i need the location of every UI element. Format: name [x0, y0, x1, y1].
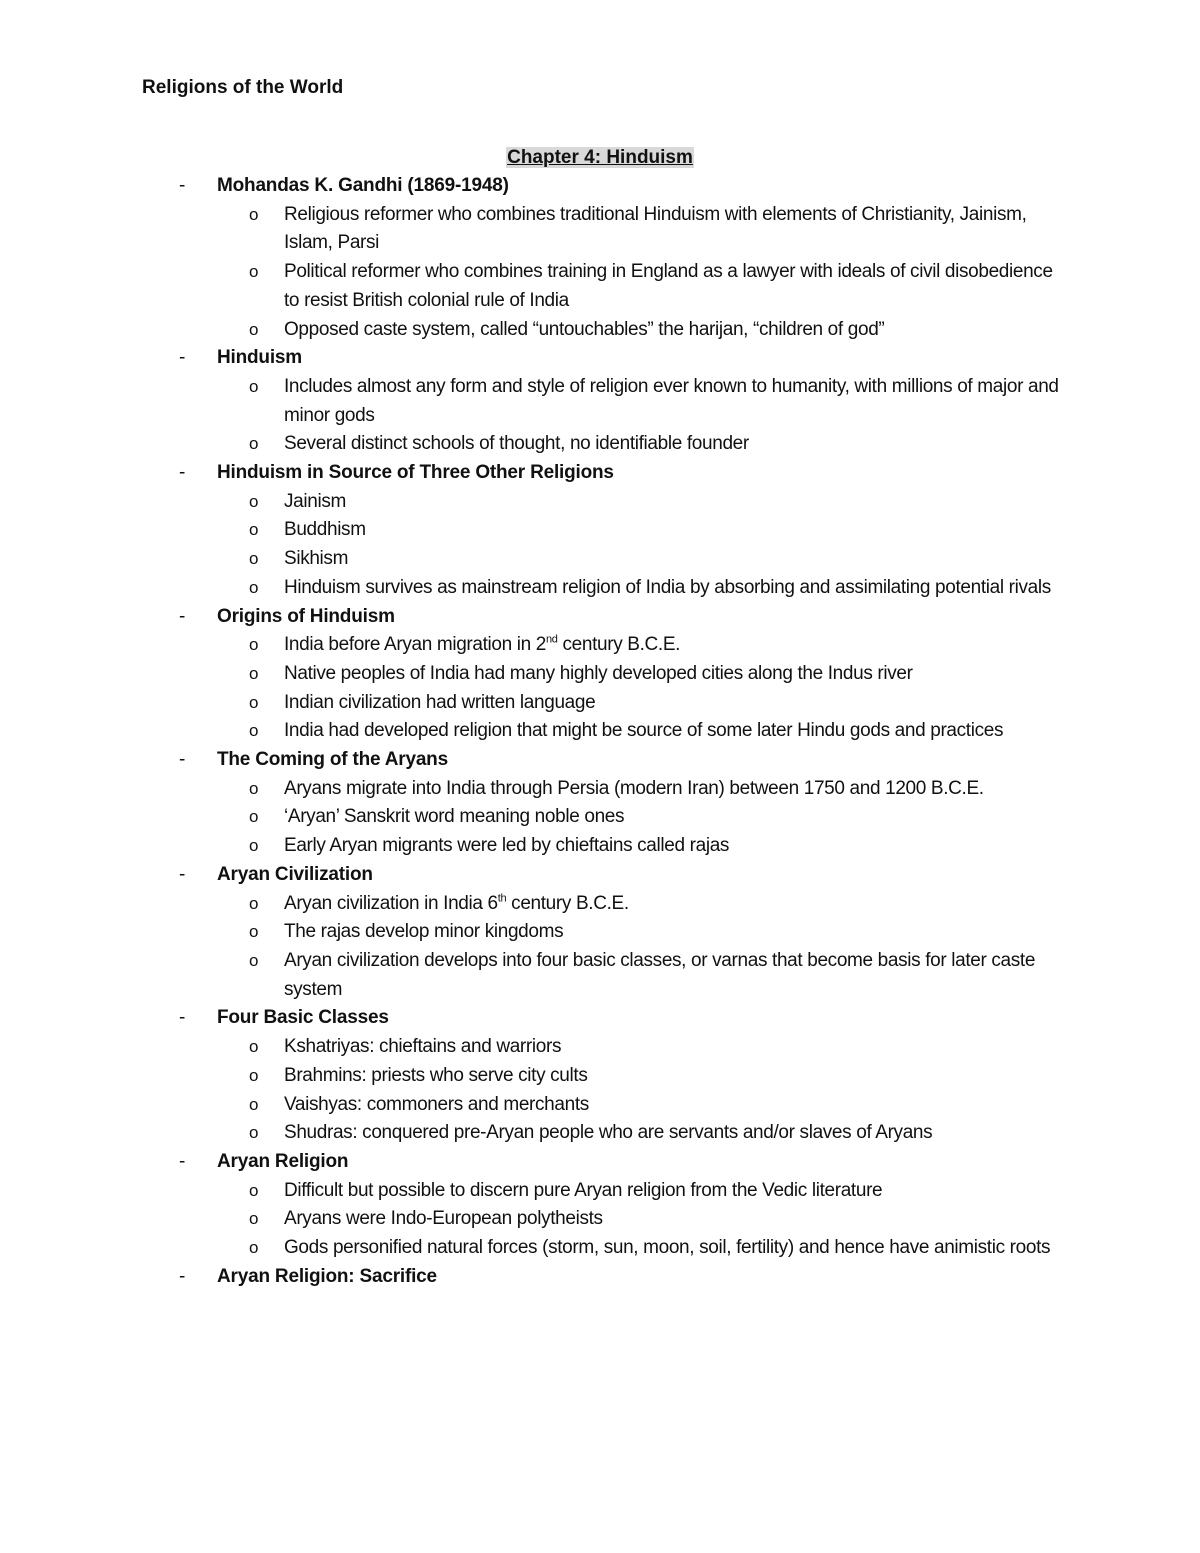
- section-heading-row: [142, 1263, 1062, 1292]
- bullet-item: [142, 660, 1062, 689]
- bullet-item: [142, 1205, 1062, 1234]
- bullet-marker: o: [249, 807, 259, 827]
- chapter-heading: Chapter 4: Hinduism: [507, 147, 693, 168]
- bullet-list: [142, 1177, 1062, 1263]
- bullet-text: Aryan civilization in India 6th century B.C.E.: [284, 892, 629, 914]
- bullet-text: Political reformer who combines training in England as a lawyer with ideals of civil disobedience to resist British colonial rule of India: [284, 261, 1053, 311]
- bullet-marker: o: [249, 1238, 259, 1258]
- bullet-marker: o: [249, 721, 259, 741]
- bullet-item: [142, 1177, 1062, 1206]
- bullet-list: [142, 201, 1062, 345]
- bullet-item: [142, 1119, 1062, 1148]
- bullet-marker: o: [249, 922, 259, 942]
- bullet-marker: o: [249, 663, 259, 683]
- bullet-list: [142, 631, 1062, 746]
- bullet-marker: o: [249, 1037, 259, 1057]
- bullet-marker: o: [249, 491, 259, 511]
- bullet-item: [142, 631, 1062, 660]
- section-title: Aryan Religion: Sacrifice: [217, 1265, 437, 1287]
- bullet-marker: o: [249, 1123, 259, 1143]
- bullet-text: Vaishyas: commoners and merchants: [284, 1093, 589, 1115]
- bullet-marker: o: [249, 434, 259, 454]
- bullet-marker: o: [249, 893, 259, 913]
- section-heading-row: [142, 603, 1062, 632]
- bullet-text: Buddhism: [284, 519, 366, 541]
- bullet-text: Hinduism survives as mainstream religion of India by absorbing and assimilating potential rivals: [284, 576, 1051, 598]
- bullet-text: India had developed religion that might be source of some later Hindu gods and practices: [284, 720, 1004, 742]
- bullet-text: Aryans migrate into India through Persia (modern Iran) between 1750 and 1200 B.C.E.: [284, 777, 984, 799]
- bullet-item: [142, 832, 1062, 861]
- bullet-text: Aryan civilization develops into four basic classes, or varnas that become basis for later caste system: [284, 949, 1036, 1000]
- bullet-item: [142, 316, 1062, 345]
- dash-marker: -: [179, 1150, 186, 1172]
- bullet-text: Native peoples of India had many highly developed cities along the Indus river: [284, 662, 913, 684]
- bullet-marker: o: [249, 262, 259, 282]
- outline-section: [142, 1148, 1062, 1263]
- bullet-item: [142, 373, 1062, 430]
- section-heading-row: [142, 459, 1062, 488]
- bullet-marker: o: [249, 520, 259, 540]
- bullet-list: [142, 488, 1062, 603]
- bullet-item: [142, 1234, 1062, 1263]
- bullet-marker: o: [249, 319, 259, 339]
- dash-marker: -: [179, 749, 186, 771]
- bullet-item: [142, 918, 1062, 947]
- bullet-list: [142, 1033, 1062, 1148]
- bullet-text: Several distinct schools of thought, no identifiable founder: [284, 433, 749, 455]
- bullet-item: [142, 258, 1062, 315]
- bullet-text: Brahmins: priests who serve city cults: [284, 1064, 588, 1086]
- bullet-text: Religious reformer who combines traditional Hinduism with elements of Christianity, Jainism, Islam, Parsi: [284, 203, 1027, 254]
- section-title: The Coming of the Aryans: [217, 749, 448, 771]
- dash-marker: -: [179, 347, 186, 369]
- bullet-text: Opposed caste system, called “untouchables” the harijan, “children of god”: [284, 318, 885, 340]
- document-title: Religions of the World: [142, 77, 344, 98]
- bullet-text: Jainism: [284, 490, 346, 512]
- bullet-item: [142, 1033, 1062, 1062]
- bullet-marker: o: [249, 577, 259, 597]
- bullet-text: Early Aryan migrants were led by chieftains called rajas: [284, 835, 730, 857]
- section-title: Origins of Hinduism: [217, 605, 395, 627]
- bullet-item: [142, 201, 1062, 258]
- bullet-item: [142, 1091, 1062, 1120]
- dash-marker: -: [179, 175, 186, 196]
- outline-section: [142, 746, 1062, 861]
- section-title: Aryan Religion: [217, 1150, 349, 1172]
- bullet-marker: o: [249, 549, 259, 569]
- dash-marker: -: [179, 605, 186, 627]
- bullet-marker: o: [249, 950, 259, 970]
- bullet-text: Sikhism: [284, 548, 349, 570]
- section-title: Hinduism: [217, 347, 302, 369]
- bullet-text: Shudras: conquered pre-Aryan people who are servants and/or slaves of Aryans: [284, 1122, 933, 1144]
- bullet-text: Gods personified natural forces (storm, sun, moon, soil, fertility) and hence have animistic roots: [284, 1237, 1051, 1259]
- bullet-marker: o: [249, 692, 259, 712]
- bullet-item: [142, 947, 1062, 1004]
- bullet-marker: o: [249, 1094, 259, 1114]
- bullet-item: [142, 890, 1062, 919]
- bullet-item: [142, 775, 1062, 804]
- outline-section: [142, 459, 1062, 603]
- bullet-text: Difficult but possible to discern pure Aryan religion from the Vedic literature: [284, 1179, 883, 1201]
- bullet-item: [142, 488, 1062, 517]
- bullet-item: [142, 545, 1062, 574]
- bullet-marker: o: [249, 204, 259, 224]
- outline-list: [142, 172, 1062, 1291]
- section-heading-row: [142, 746, 1062, 775]
- outline-section: [142, 1263, 1062, 1292]
- section-heading-row: [142, 861, 1062, 890]
- bullet-marker: o: [249, 635, 259, 655]
- dash-marker: -: [179, 863, 186, 885]
- bullet-list: [142, 373, 1062, 459]
- section-heading-row: [142, 1004, 1062, 1033]
- outline-section: [142, 344, 1062, 459]
- section-title: Four Basic Classes: [217, 1007, 389, 1029]
- bullet-text: Aryans were Indo-European polytheists: [284, 1208, 603, 1230]
- bullet-item: [142, 516, 1062, 545]
- bullet-list: [142, 775, 1062, 861]
- bullet-marker: o: [249, 1180, 259, 1200]
- section-heading-row: [142, 172, 1062, 201]
- outline-section: [142, 603, 1062, 747]
- section-heading-row: [142, 1148, 1062, 1177]
- section-title: Aryan Civilization: [217, 863, 373, 885]
- bullet-list: [142, 890, 1062, 1005]
- bullet-marker: o: [249, 1065, 259, 1085]
- chapter-heading-wrap: [0, 144, 1200, 172]
- bullet-item: [142, 1062, 1062, 1091]
- bullet-marker: o: [249, 778, 259, 798]
- bullet-item: [142, 717, 1062, 746]
- dash-marker: -: [179, 462, 186, 484]
- bullet-marker: o: [249, 376, 259, 396]
- dash-marker: -: [179, 1007, 186, 1029]
- bullet-text: India before Aryan migration in 2nd century B.C.E.: [284, 633, 681, 656]
- bullet-text: ‘Aryan’ Sanskrit word meaning noble ones: [284, 806, 625, 828]
- outline-section: [142, 861, 1062, 1005]
- bullet-text: Kshatriyas: chieftains and warriors: [284, 1036, 562, 1058]
- bullet-item: [142, 430, 1062, 459]
- section-heading-row: [142, 344, 1062, 373]
- bullet-item: [142, 803, 1062, 832]
- bullet-marker: o: [249, 836, 259, 856]
- bullet-text: Indian civilization had written language: [284, 691, 596, 713]
- bullet-text: Includes almost any form and style of religion ever known to humanity, with millions of major and minor gods: [284, 375, 1059, 426]
- section-title: Hinduism in Source of Three Other Religions: [217, 462, 614, 484]
- outline-section: [142, 1004, 1062, 1148]
- bullet-text: The rajas develop minor kingdoms: [284, 921, 564, 943]
- outline-section: [142, 172, 1062, 344]
- dash-marker: -: [179, 1265, 186, 1287]
- section-title: Mohandas K. Gandhi (1869-1948): [217, 175, 509, 196]
- bullet-item: [142, 574, 1062, 603]
- bullet-marker: o: [249, 1209, 259, 1229]
- bullet-item: [142, 689, 1062, 718]
